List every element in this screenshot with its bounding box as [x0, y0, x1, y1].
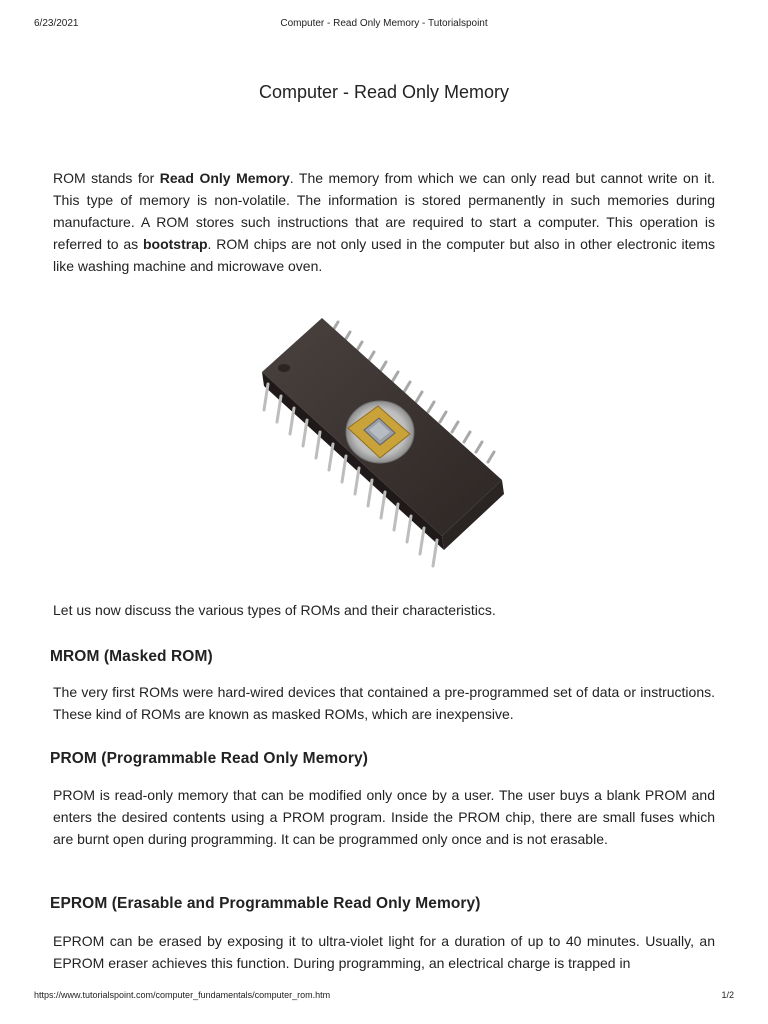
intro-paragraph [53, 167, 715, 277]
page-title: Computer - Read Only Memory [258, 82, 510, 102]
intro-bold-bootstrap: bootstrap [142, 236, 208, 252]
print-header [34, 18, 734, 32]
mrom-paragraph: The very first ROMs were hard-wired devices that contained a pre-programmed set of data or instructions. These kind of ROMs are known as masked ROMs, which are inexpensive. [53, 684, 715, 722]
prom-paragraph: PROM is read-only memory that can be modified only once by a user. The user buys a blank PROM and enters the desired contents using a PROM program. Inside the PROM chip, there are small fuses which are burnt open during programming. It can be programmed only once and is not erasable. [53, 787, 715, 847]
intro-bold-rom: Read Only Memory [159, 170, 290, 186]
prom-section [53, 784, 715, 850]
intro-section [53, 167, 715, 277]
intro-text-2: . The memory from which we can only read but cannot write on it. This type of memory is non-volatile. The information is stored permanently in such memories during manufacture. A ROM stores such instructions that are required to start a computer. This operation is referred to as [53, 170, 715, 252]
prom-heading: PROM (Programmable Read Only Memory) [50, 750, 368, 767]
eprom-paragraph: EPROM can be erased by exposing it to ultra-violet light for a duration of up to 40 minutes. Usually, an EPROM eraser achieves this function. During programming, an electrical charge is trapped in [53, 933, 715, 971]
intro-text-3: . ROM chips are not only used in the computer but also in other electronic items like washing machine and microwave oven. [53, 236, 715, 274]
types-intro-paragraph: Let us now discuss the various types of ROMs and their characteristics. [53, 602, 496, 618]
mrom-heading: MROM (Masked ROM) [50, 648, 213, 665]
intro-text-1: ROM stands for [53, 170, 160, 186]
eprom-chip-image [240, 310, 520, 582]
mrom-section [53, 681, 715, 725]
eprom-chip-icon [240, 310, 520, 582]
types-intro-section [53, 599, 715, 621]
eprom-section [53, 930, 715, 974]
print-document-title: Computer - Read Only Memory - Tutorialspoint [280, 18, 488, 29]
print-url: https://www.tutorialspoint.com/computer_fundamentals/computer_rom.htm [34, 990, 331, 1000]
eprom-heading: EPROM (Erasable and Programmable Read Only Memory) [50, 895, 481, 912]
print-footer [34, 990, 734, 1004]
page-number: 1/2 [721, 990, 734, 1000]
print-date: 6/23/2021 [34, 18, 79, 29]
